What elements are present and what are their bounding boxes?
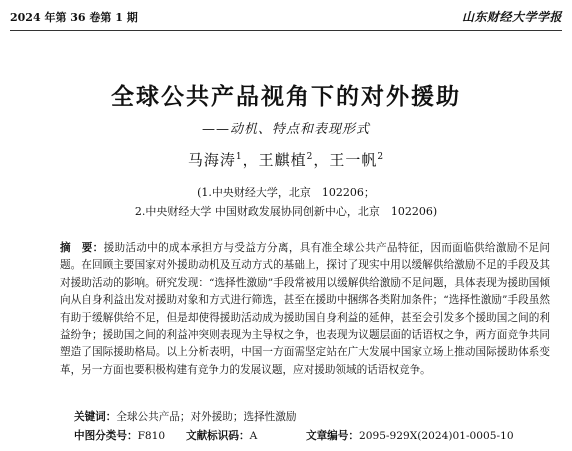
abstract: [60, 240, 550, 379]
article-subtitle: ——动机、特点和表现形式: [201, 122, 370, 137]
author-name: 王一帆: [329, 151, 378, 169]
keywords-text: 全球公共产品；对外援助；选择性激励: [116, 411, 297, 423]
author-separator: ，: [313, 151, 330, 169]
author-separator: ，: [242, 151, 259, 169]
author-affil-mark: 1: [235, 152, 243, 162]
affiliation-2: 2.中央财经大学 中国财政发展协同创新中心，北京 102206): [134, 205, 438, 218]
abstract-label: 摘 要：: [60, 242, 104, 254]
issue-info: 2024 年第 36 卷第 1 期: [10, 11, 138, 24]
article-title: 全球公共产品视角下的对外援助: [111, 84, 461, 110]
abstract-text: 援助活动中的成本承担方与受益方分离，具有准全球公共产品特征，因而面临供给激励不足问题。在回顾主要国家对外援助动机及互动方式的基础上，探讨了现实中用以缓解供给激励不足的手段及其对援助活动的影响。研究发现：“选择性激励”手段常被用以缓解供给激励不足问题，具体表现为援助国倾向从自身利益出发对援助对象和方式进行筛选，甚至在援助中捆绑各类附加条件；“选择性激励”手段虽然有助于缓解供给不足，但是却使得援助活动成为援助国自身利益的延伸，甚至会引发多个援助国之间的利益纷争；援助国之间的利益冲突则表现为主导权之争，也表现为议题层面的话语权之争，两方面竞争共同塑造了国际援助格局。以上分析表明，中国一方面需坚定站在广大发展中国家立场上推动国际援助体系变革，另一方面也要积极构建有竞争力的发展议题，应对援助领域的话语权竞争。: [60, 242, 551, 376]
author-affil-mark: 2: [306, 152, 314, 162]
author-affil-mark: 2: [377, 152, 385, 162]
affiliation-1: (1.中央财经大学，北京 102206；: [197, 186, 375, 199]
author-list: [0, 149, 572, 170]
author-name: 王麒植: [258, 151, 307, 169]
article-number: 文章编号：2095-929X(2024)01-0005-10: [306, 430, 514, 442]
document-code: 文献标识码：A: [186, 430, 258, 442]
author-name: 马海涛: [187, 151, 236, 169]
keywords-label: 关键词：: [74, 411, 117, 423]
journal-logo: 山东财经大学学报: [461, 10, 562, 24]
page-header: [10, 8, 562, 31]
clc-code: 中图分类号：F810: [74, 430, 166, 442]
keywords: [74, 409, 296, 424]
